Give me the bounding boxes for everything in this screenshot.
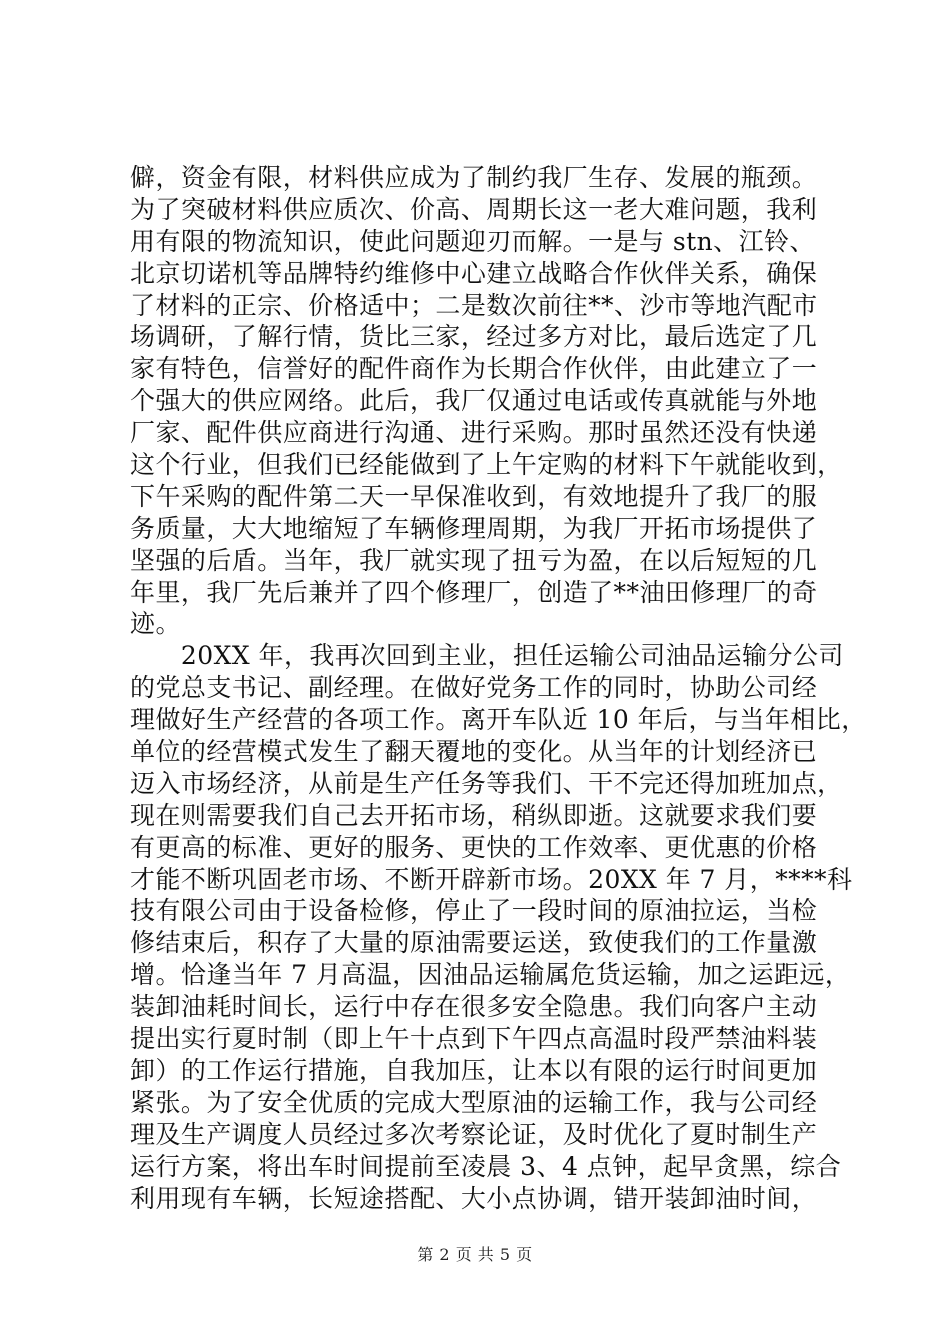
text-line: 才能不断巩固老市场、不断开辟新市场。20XX 年 7 月，****科 <box>130 864 853 894</box>
text-line: 北京切诺机等品牌特约维修中心建立战略合作伙伴关系，确保 <box>130 258 818 288</box>
text-line: 单位的经营模式发生了翻天覆地的变化。从当年的计划经济已 <box>130 737 818 767</box>
text-line: 为了突破材料供应质次、价高、周期长这一老大难问题，我利 <box>130 194 818 224</box>
text-line: 务质量，大大地缩短了车辆修理周期，为我厂开拓市场提供了 <box>130 513 818 543</box>
text-line: 技有限公司由于设备检修，停止了一段时间的原油拉运，当检 <box>130 896 818 926</box>
text-line: 了材料的正宗、价格适中；二是数次前往**、沙市等地汽配市 <box>130 290 818 320</box>
text-line: 的党总支书记、副经理。在做好党务工作的同时，协助公司经 <box>130 673 818 703</box>
text-line: 迈入市场经济，从前是生产任务等我们、干不完还得加班加点， <box>130 768 843 798</box>
text-line: 现在则需要我们自己去开拓市场，稍纵即逝。这就要求我们要 <box>130 800 818 830</box>
text-line: 这个行业，但我们已经能做到了上午定购的材料下午就能收到， <box>130 450 843 480</box>
text-line: 修结束后，积存了大量的原油需要运送，致使我们的工作量激 <box>130 928 818 958</box>
page-footer: 第 2 页 共 5 页 <box>417 1245 533 1264</box>
body-text <box>130 162 867 1214</box>
text-line: 有更高的标准、更好的服务、更快的工作效率、更优惠的价格 <box>130 832 818 862</box>
text-line: 个强大的供应网络。此后，我厂仅通过电话或传真就能与外地 <box>130 386 818 416</box>
text-line: 装卸油耗时间长，运行中存在很多安全隐患。我们向客户主动 <box>130 992 818 1022</box>
text-line: 提出实行夏时制（即上午十点到下午四点高温时段严禁油料装 <box>130 1024 818 1054</box>
text-line: 理及生产调度人员经过多次考察论证，及时优化了夏时制生产 <box>130 1119 818 1149</box>
text-line: 坚强的后盾。当年，我厂就实现了扭亏为盈，在以后短短的几 <box>130 545 818 575</box>
text-line: 紧张。为了安全优质的完成大型原油的运输工作，我与公司经 <box>130 1087 818 1117</box>
text-line: 年里，我厂先后兼并了四个修理厂，创造了**油田修理厂的奇 <box>130 577 818 607</box>
text-line: 场调研，了解行情，货比三家，经过多方对比，最后选定了几 <box>130 322 818 352</box>
text-line: 20XX 年，我再次回到主业，担任运输公司油品运输分公司 <box>130 641 844 671</box>
text-line: 运行方案，将出车时间提前至凌晨 3、4 点钟，起早贪黑，综合 <box>130 1151 842 1181</box>
text-line: 家有特色，信誉好的配件商作为长期合作伙伴，由此建立了一 <box>130 354 818 384</box>
text-line: 利用现有车辆，长短途搭配、大小点协调，错开装卸油时间， <box>130 1183 818 1213</box>
text-line: 卸）的工作运行措施，自我加压，让本以有限的运行时间更加 <box>130 1055 818 1085</box>
text-line: 迹。 <box>130 609 181 639</box>
text-line: 厂家、配件供应商进行沟通、进行采购。那时虽然还没有快递 <box>130 418 818 448</box>
text-line: 僻，资金有限，材料供应成为了制约我厂生存、发展的瓶颈。 <box>130 163 818 192</box>
text-line: 用有限的物流知识，使此问题迎刃而解。一是与 stn、江铃、 <box>130 226 815 256</box>
text-line: 理做好生产经营的各项工作。离开车队近 10 年后，与当年相比， <box>130 705 867 735</box>
text-line: 增。恰逢当年 7 月高温，因油品运输属危货运输，加之运距远， <box>130 960 851 990</box>
text-line: 下午采购的配件第二天一早保准收到，有效地提升了我厂的服 <box>130 481 818 511</box>
